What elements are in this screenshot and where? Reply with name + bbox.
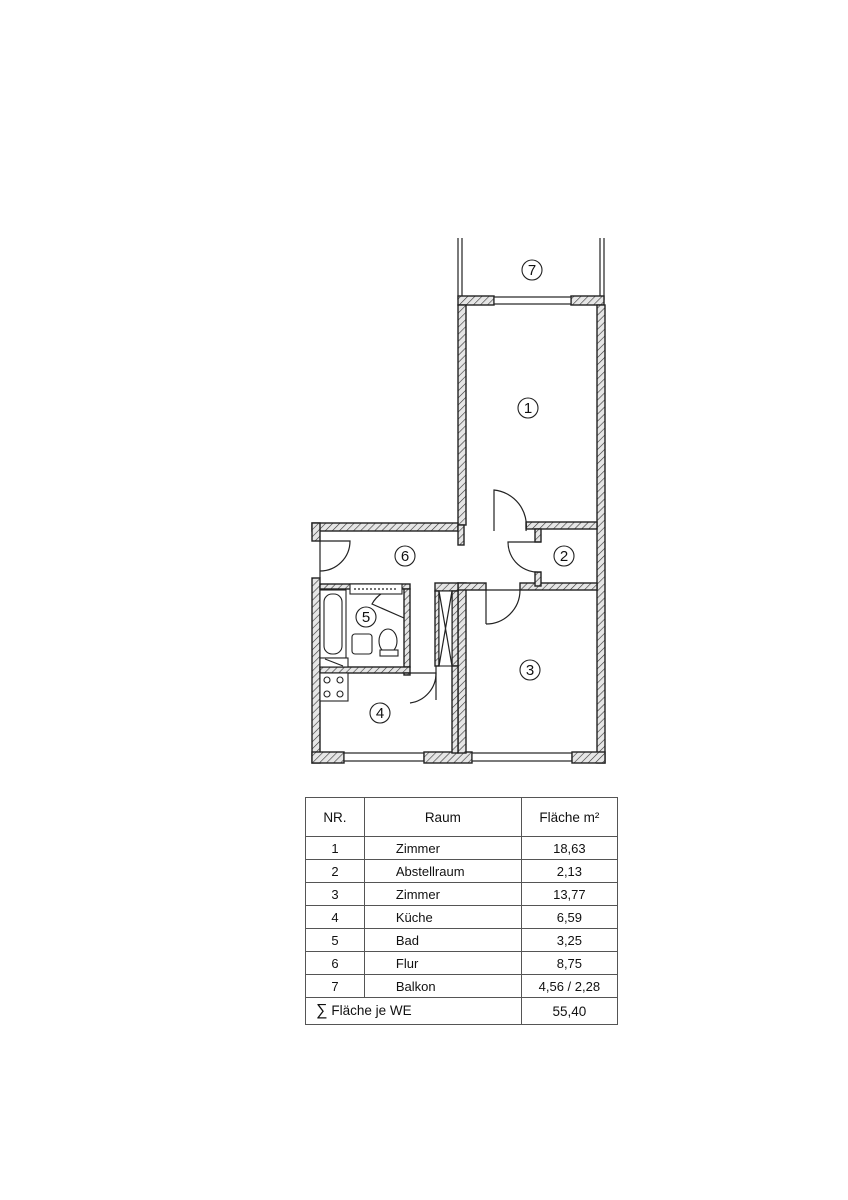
sum-label: Fläche je WE xyxy=(331,1003,412,1018)
row-nr: 5 xyxy=(306,929,365,952)
sum-value: 55,40 xyxy=(521,998,617,1025)
row-raum: Zimmer xyxy=(364,837,521,860)
window xyxy=(494,297,571,304)
row-nr: 4 xyxy=(306,906,365,929)
header-flaeche: Fläche m² xyxy=(521,798,617,837)
stove xyxy=(320,673,348,701)
toilet xyxy=(379,629,397,653)
table-row xyxy=(306,906,618,929)
header-nr: NR. xyxy=(306,798,365,837)
shaft xyxy=(439,591,452,666)
kitchen-fixtures xyxy=(320,673,348,701)
table-row xyxy=(306,883,618,906)
sum-symbol: ∑ xyxy=(316,1002,328,1019)
svg-text:4: 4 xyxy=(375,705,385,722)
room-label-6 xyxy=(395,546,415,566)
svg-text:2: 2 xyxy=(559,548,569,565)
row-nr: 7 xyxy=(306,975,365,998)
svg-text:5: 5 xyxy=(361,609,371,626)
row-raum: Zimmer xyxy=(364,883,521,906)
row-flaeche: 13,77 xyxy=(521,883,617,906)
table-row xyxy=(306,975,618,998)
svg-text:7: 7 xyxy=(527,262,537,279)
room-label-2 xyxy=(554,546,574,566)
svg-text:3: 3 xyxy=(525,662,535,679)
room-label-4 xyxy=(370,703,390,723)
table-row xyxy=(306,929,618,952)
sum-row xyxy=(306,998,618,1025)
area-table xyxy=(305,797,618,1025)
row-nr: 1 xyxy=(306,837,365,860)
table-header-row xyxy=(306,798,618,837)
row-raum: Balkon xyxy=(364,975,521,998)
table-row xyxy=(306,860,618,883)
row-flaeche: 6,59 xyxy=(521,906,617,929)
table-row xyxy=(306,837,618,860)
row-nr: 2 xyxy=(306,860,365,883)
room-label-1 xyxy=(518,398,538,418)
window xyxy=(472,753,572,761)
row-raum: Flur xyxy=(364,952,521,975)
svg-text:6: 6 xyxy=(400,548,410,565)
room-label-5 xyxy=(356,607,376,627)
table-row xyxy=(306,952,618,975)
row-flaeche: 3,25 xyxy=(521,929,617,952)
row-raum: Küche xyxy=(364,906,521,929)
row-flaeche: 18,63 xyxy=(521,837,617,860)
header-raum: Raum xyxy=(364,798,521,837)
svg-text:1: 1 xyxy=(523,400,533,417)
row-raum: Abstellraum xyxy=(364,860,521,883)
row-flaeche: 2,13 xyxy=(521,860,617,883)
sum-label-cell xyxy=(306,998,522,1025)
row-flaeche: 8,75 xyxy=(521,952,617,975)
room-label-7 xyxy=(522,260,542,280)
window xyxy=(344,753,424,761)
row-flaeche: 4,56 / 2,28 xyxy=(521,975,617,998)
row-raum: Bad xyxy=(364,929,521,952)
sink xyxy=(352,634,372,654)
room-label-3 xyxy=(520,660,540,680)
row-nr: 6 xyxy=(306,952,365,975)
row-nr: 3 xyxy=(306,883,365,906)
